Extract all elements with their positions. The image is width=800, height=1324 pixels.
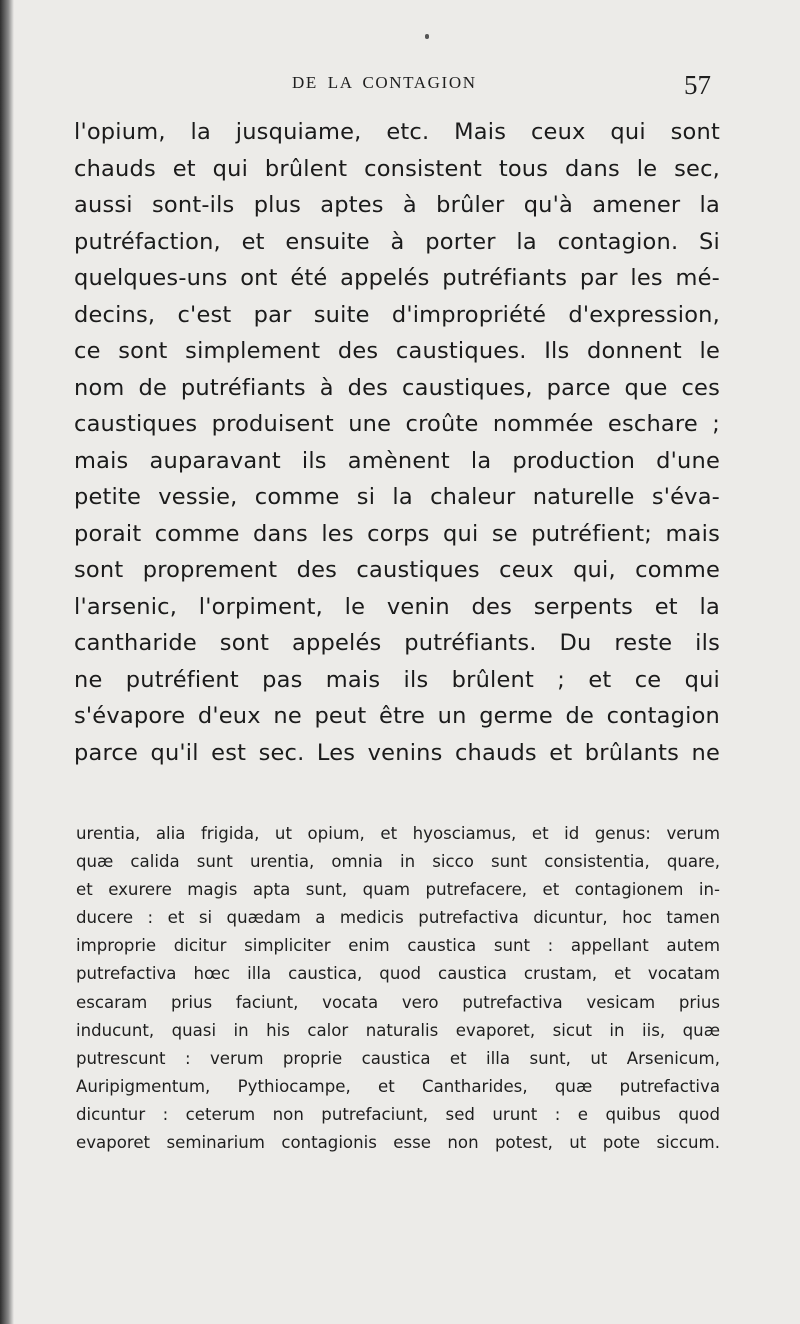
text-line: porait comme dans les corps qui se putréfient; mais <box>74 520 720 547</box>
footnote-line: Auripigmentum, Pythiocampe, et Cantharides, quæ putrefactiva <box>76 1076 720 1096</box>
text-line: l'arsenic, l'orpiment, le venin des serpents et la <box>74 593 720 620</box>
footnote-line: urentia, alia frigida, ut opium, et hyosciamus, et id genus: verum <box>76 824 720 843</box>
text-line: petite vessie, comme si la chaleur naturelle s'éva- <box>74 484 720 510</box>
text-line: parce qu'il est sec. Les venins chauds et brûlants ne <box>74 739 720 766</box>
text-line: mais auparavant ils amènent la production d'une <box>74 447 720 474</box>
footnote-line: escaram prius faciunt, vocata vero putrefactiva vesicam prius <box>76 992 720 1012</box>
text-line: caustiques produisent une croûte nommée eschare ; <box>74 411 720 437</box>
footnote-line: putrefactiva hœc illa caustica, quod caustica crustam, et vocatam <box>76 964 720 984</box>
text-line: chauds et qui brûlent consistent tous dans le sec, <box>74 155 720 182</box>
text-line: cantharide sont appelés putréfiants. Du reste ils <box>74 630 720 656</box>
text-line: quelques-uns ont été appelés putréfiants par les mé- <box>74 265 720 291</box>
footnote-line: evaporet seminarium contagionis esse non potest, ut pote siccum. <box>76 1133 720 1153</box>
footnote-line: inducunt, quasi in his calor naturalis evaporet, sicut in iis, quæ <box>76 1020 720 1040</box>
text-line: nom de putréfiants à des caustiques, parce que ces <box>74 374 720 401</box>
footnote-line: improprie dicitur simpliciter enim caustica sunt : appellant autem <box>76 936 720 956</box>
page-number: 57 <box>684 70 711 100</box>
text-line: aussi sont-ils plus aptes à brûler qu'à amener la <box>74 192 720 218</box>
footnote-block <box>76 820 720 1157</box>
text-line: s'évapore d'eux ne peut être un germe de contagion <box>74 703 720 729</box>
text-line: ne putréfient pas mais ils brûlent ; et ce qui <box>74 666 720 693</box>
footnote-line: dicuntur : ceterum non putrefaciunt, sed urunt : e quibus quod <box>76 1104 720 1124</box>
text-line: ce sont simplement des caustiques. Ils donnent le <box>74 338 720 364</box>
footnote-line: ducere : et si quædam a medicis putrefactiva dicuntur, hoc tamen <box>76 908 720 928</box>
footnote-line: putrescunt : verum proprie caustica et illa sunt, ut Arsenicum, <box>76 1048 720 1068</box>
text-line: decins, c'est par suite d'impropriété d'expression, <box>74 301 720 328</box>
running-head <box>0 70 800 100</box>
page-spine-shadow <box>0 0 14 1324</box>
running-title: DE LA CONTAGION <box>292 73 477 92</box>
footnote-line: quæ calida sunt urentia, omnia in sicco sunt consistentia, quare, <box>76 852 720 872</box>
main-text-block <box>74 114 720 771</box>
text-line: l'opium, la jusquiame, etc. Mais ceux qui sont <box>74 119 720 145</box>
text-line: sont proprement des caustiques ceux qui, comme <box>74 557 720 583</box>
ink-dot <box>425 34 429 39</box>
footnote-line: et exurere magis apta sunt, quam putrefacere, et contagionem in- <box>76 880 720 900</box>
text-line: putréfaction, et ensuite à porter la contagion. Si <box>74 228 720 255</box>
